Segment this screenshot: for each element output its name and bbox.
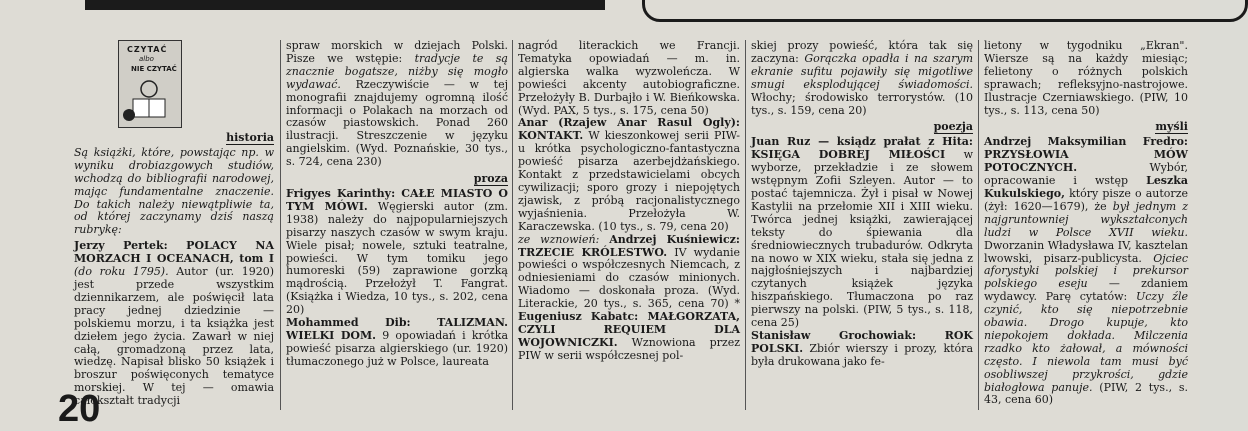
logo-text-2: albo: [139, 55, 154, 63]
entry-dib: Mohammed Dib: TALIZMAN. WIELKI DOM. 9 opowiadań i krótka powieść pisarza algierskiego (ur. 1920) tłumaczonego już w Polsce, laureata: [286, 316, 509, 368]
column-5: [984, 40, 1188, 420]
entry-kabatc-cont: skiej prozy powieść, która tak się zaczyna: Gorączka opadła i na szarym ekranie sufitu pojawiły się migotliwe smugi eksplodującej świadomości. Włochy; środowisko terrorystów. (10 tys., s. 159, cena 20): [751, 39, 973, 117]
reader-figure-icon: [119, 75, 179, 125]
column-3: [518, 40, 740, 420]
column-divider: [280, 40, 281, 410]
entry-fredro: Andrzej Maksymilian Fredro: PRZYSŁOWIA MÓW POTOCZNYCH. Wybór, opracowanie i wstęp Leszka Kukulskiego, który pisze o autorze (żył: 1620—1679), że był jednym z najgruntowniej wykształconych ludzi w Polsce XVII wieku. Dworzanin Władysława IV, kasztelan lwowski, pisarz-publicysta. Ojciec aforystyki polskiej i prekursor polskiego eseju — zdaniem wydawcy. Parę cytatów: Uczy źle czynić, kto się niepotrzebnie obawia. Drogo kupuje, kto niepokojem dokłada. Milczenia rzadko kto żałował, a mówności często. I niewola tam musi być osobliwszej przykrości, gdzie białogłowa panuje. (PIW, 2 tys., s. 43, cena 60): [984, 135, 1189, 407]
column-divider: [978, 40, 979, 410]
entry-ruz: Juan Ruz — ksiądz prałat z Hita: KSIĘGA DOBREJ MIŁOŚCI w wyborze, przekładzie i ze słowem wstępnym Zofii Szleyen. Autor — to postać tajemnicza. Żył i pisał w Nowej Kastylii na przełomie XII i XIII wieku. Twórca jednej książki, zawierającej teksty do śpiewania dla średniowiecznych trubadurów. Odkryta na nowo w XIX wieku, stała się jedna z najgłośniejszych i najbardziej czytanych książek języka hiszpańskiego. Tłumaczona po raz pierwszy na polski. (PIW, 5 tys., s. 118, cena 25): [751, 135, 973, 330]
entry-grochowiak-cont: lietony w tygodniku „Ekran". Wiersze są na każdy miesiąc; felietony o różnych polskich sprawach; refleksyjno-nastrojowe. Ilustracje Czerniawskiego. (PIW, 10 tys., s. 113, cena 50): [984, 39, 1188, 117]
entry-pertek-cont: spraw morskich w dziejach Polski. Pisze we wstępie: tradycje te są znacznie bogatsze, niżby się mogło wydawać. Rzeczywiście — w tej monografii znajdujemy ogromną ilość informacji o Polakach na morzach od czasów piastowskich. Ponad 260 ilustracji. Streszczenie w języku angielskim. (Wyd. Poznańskie, 30 tys., s. 724, cena 230): [286, 39, 508, 169]
logo-text-3: NIE CZYTAĆ: [131, 65, 177, 73]
column-logo: [118, 40, 182, 128]
column-divider: [745, 40, 746, 410]
section-poetry: poezja: [933, 120, 973, 134]
section-prose: proza: [473, 172, 508, 186]
entry-karinthy: Frigyes Karinthy: CAŁE MIASTO O TYM MÓWI. Węgierski autor (zm. 1938) należy do najpopularniejszych pisarzy naszych czasów w swym kraju. Wiele pisał; nowele, sztuki teatralne, powieści. W tym tomiku jego humoreski (59) zaprawione gorzką mądrością. Przełożył T. Fangrat. (Książka i Wiedza, 10 tys., s. 202, cena 20): [286, 186, 508, 317]
section-history: historia: [226, 131, 274, 144]
entry-pertek: Jerzy Pertek: POLACY NA MORZACH I OCEANACH, tom I (do roku 1795). Autor (ur. 1920) jest przede wszystkim dziennikarzem, ale poświęcił lata pracy jednej dziedzinie — polskiemu morzu, i ta książka jest dziełem jego życia. Zawarł w niej całą, gromadzoną przez lata, wiedzę. Napisał blisko 50 książek i broszur poświęconych tematyce morskiej. W tej — omawia całokształt tradycji: [74, 239, 275, 408]
top-rule: [85, 0, 605, 10]
page-number: 20: [58, 388, 101, 430]
intro-text: Są książki, które, powstając np. w wyniku drobiazgowych studiów, wchodzą do bibliografii narodowej, mając fundamentalne znaczenie. Do takich należy niewątpliwie ta, od której zaczynamy dziś naszą rubrykę:: [74, 145, 274, 237]
top-frame: [642, 0, 1248, 22]
column-1: [74, 128, 275, 408]
column-2: [286, 40, 508, 420]
column-4: [751, 40, 973, 420]
section-thoughts: myśli: [1155, 120, 1188, 134]
logo-text-1: CZYTAĆ: [127, 45, 168, 54]
column-divider: [512, 40, 513, 410]
entry-anar: Anar (Rzajew Anar Rasul Ogly): KONTAKT. W kieszonkowej serii PIW-u krótka psychologiczno-fantastyczna powieść pisarza azerbejdżańskiego. Kontakt z przedstawicielami obcych cywilizacji; sporo grozy i niepojętych zjawisk, z próbą racjonalistycznego wyjaśnienia. Przełożyła W. Karaczewska. (10 tys., s. 79, cena 20): [518, 116, 740, 233]
entry-kusniewicz: ze wznowień: Andrzej Kuśniewicz: TRZECIE KRÓLESTWO. IV wydanie powieści o współczesnych Niemcach, z odniesieniami do czasów minionych. Wiadomo — doskonała proza. (Wyd. Literackie, 20 tys., s. 365, cena 70) * Eugeniusz Kabatc: MAŁGORZATA, CZYLI REQUIEM DLA WOJOWNICZKI. Wznowiona przez PIW w serii współczesnej pol-: [518, 232, 741, 362]
entry-grochowiak: Stanisław Grochowiak: ROK POLSKI. Zbiór wierszy i prozy, która była drukowana jako fe-: [751, 328, 973, 368]
entry-dib-cont: nagród literackich we Francji. Tematyka opowiadań — m. in. algierska walka wyzwoleńcza. W powieści akcenty autobiograficzne. Przełożyły B. Durbajło i W. Bieńkowska. (Wyd. PAX, 5 tys., s. 175, cena 50): [518, 39, 740, 117]
